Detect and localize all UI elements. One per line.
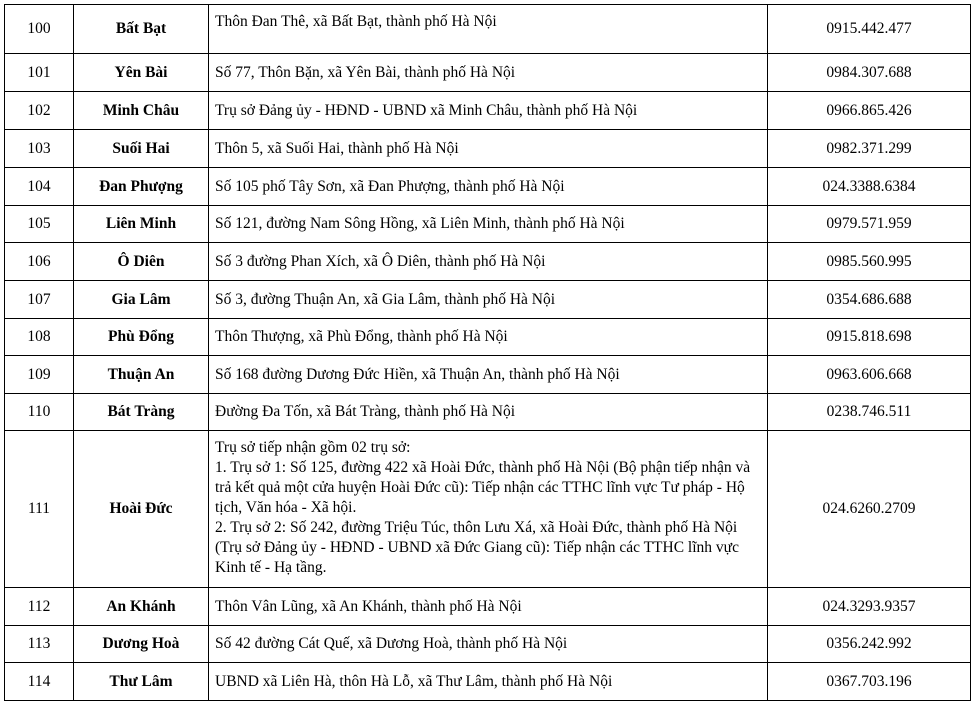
row-number: 112 [5, 588, 74, 626]
commune-name: Thư Lâm [74, 663, 209, 701]
table-row [5, 5, 971, 54]
table-row [5, 281, 971, 319]
phone-number: 0963.606.668 [768, 356, 971, 394]
table-row [5, 356, 971, 394]
row-number: 100 [5, 5, 74, 54]
commune-name: Minh Châu [74, 92, 209, 130]
office-address: Trụ sở Đảng ủy - HĐND - UBND xã Minh Châu, thành phố Hà Nội [209, 92, 768, 130]
table-row [5, 243, 971, 281]
office-address: Trụ sở tiếp nhận gồm 02 trụ sở: 1. Trụ sở 1: Số 125, đường 422 xã Hoài Đức, thành phố Hà Nội (Bộ phận tiếp nhận và trả kết quả một cửa huyện Hoài Đức cũ): Tiếp nhận các TTHC lĩnh vực Tư pháp - Hộ tịch, Văn hóa - Xã hội. 2. Trụ sở 2: Số 242, đường Triệu Túc, thôn Lưu Xá, xã Hoài Đức, thành phố Hà Nội (Trụ sở Đảng ủy - HĐND - UBND xã Đức Giang cũ): Tiếp nhận các TTHC lĩnh vực Kinh tế - Hạ tầng. [209, 431, 768, 588]
commune-name: Hoài Đức [74, 431, 209, 588]
office-address: Thôn Đan Thê, xã Bất Bạt, thành phố Hà Nội [209, 5, 768, 54]
office-address: Thôn 5, xã Suối Hai, thành phố Hà Nội [209, 130, 768, 168]
table-row [5, 130, 971, 168]
commune-name: Yên Bài [74, 54, 209, 92]
office-address: Thôn Vân Lũng, xã An Khánh, thành phố Hà Nội [209, 588, 768, 626]
phone-number: 0985.560.995 [768, 243, 971, 281]
table-row [5, 168, 971, 206]
commune-name: Bát Tràng [74, 394, 209, 431]
office-address: Thôn Thượng, xã Phù Đổng, thành phố Hà Nội [209, 319, 768, 356]
office-address: Số 168 đường Dương Đức Hiền, xã Thuận An, thành phố Hà Nội [209, 356, 768, 394]
commune-office-table [4, 4, 971, 701]
commune-name: Đan Phượng [74, 168, 209, 206]
office-address: Đường Đa Tốn, xã Bát Tràng, thành phố Hà Nội [209, 394, 768, 431]
commune-name: An Khánh [74, 588, 209, 626]
table-row [5, 394, 971, 431]
phone-number: 024.3388.6384 [768, 168, 971, 206]
table-row [5, 663, 971, 701]
table-body [5, 5, 971, 701]
table-row [5, 588, 971, 626]
office-address: Số 3, đường Thuận An, xã Gia Lâm, thành phố Hà Nội [209, 281, 768, 319]
phone-number: 0367.703.196 [768, 663, 971, 701]
office-address: Số 105 phố Tây Sơn, xã Đan Phượng, thành phố Hà Nội [209, 168, 768, 206]
office-address: Số 3 đường Phan Xích, xã Ô Diên, thành phố Hà Nội [209, 243, 768, 281]
commune-name: Liên Minh [74, 206, 209, 243]
phone-number: 0984.307.688 [768, 54, 971, 92]
row-number: 113 [5, 626, 74, 663]
row-number: 102 [5, 92, 74, 130]
commune-name: Gia Lâm [74, 281, 209, 319]
table-row [5, 626, 971, 663]
phone-number: 0915.442.477 [768, 5, 971, 54]
phone-number: 024.3293.9357 [768, 588, 971, 626]
office-address: Số 42 đường Cát Quế, xã Dương Hoà, thành phố Hà Nội [209, 626, 768, 663]
commune-name: Phù Đổng [74, 319, 209, 356]
table-row [5, 92, 971, 130]
row-number: 107 [5, 281, 74, 319]
row-number: 111 [5, 431, 74, 588]
phone-number: 0356.242.992 [768, 626, 971, 663]
phone-number: 0915.818.698 [768, 319, 971, 356]
office-address: Số 77, Thôn Bặn, xã Yên Bài, thành phố Hà Nội [209, 54, 768, 92]
commune-name: Dương Hoà [74, 626, 209, 663]
row-number: 109 [5, 356, 74, 394]
row-number: 106 [5, 243, 74, 281]
row-number: 114 [5, 663, 74, 701]
row-number: 103 [5, 130, 74, 168]
table-row [5, 54, 971, 92]
phone-number: 0238.746.511 [768, 394, 971, 431]
phone-number: 024.6260.2709 [768, 431, 971, 588]
table-row [5, 431, 971, 588]
commune-name: Ô Diên [74, 243, 209, 281]
table-row [5, 319, 971, 356]
office-address: Số 121, đường Nam Sông Hồng, xã Liên Minh, thành phố Hà Nội [209, 206, 768, 243]
office-address: UBND xã Liên Hà, thôn Hà Lỗ, xã Thư Lâm, thành phố Hà Nội [209, 663, 768, 701]
row-number: 101 [5, 54, 74, 92]
row-number: 108 [5, 319, 74, 356]
commune-name: Bất Bạt [74, 5, 209, 54]
commune-name: Suối Hai [74, 130, 209, 168]
row-number: 105 [5, 206, 74, 243]
phone-number: 0982.371.299 [768, 130, 971, 168]
table-row [5, 206, 971, 243]
phone-number: 0354.686.688 [768, 281, 971, 319]
row-number: 104 [5, 168, 74, 206]
row-number: 110 [5, 394, 74, 431]
phone-number: 0979.571.959 [768, 206, 971, 243]
phone-number: 0966.865.426 [768, 92, 971, 130]
commune-name: Thuận An [74, 356, 209, 394]
